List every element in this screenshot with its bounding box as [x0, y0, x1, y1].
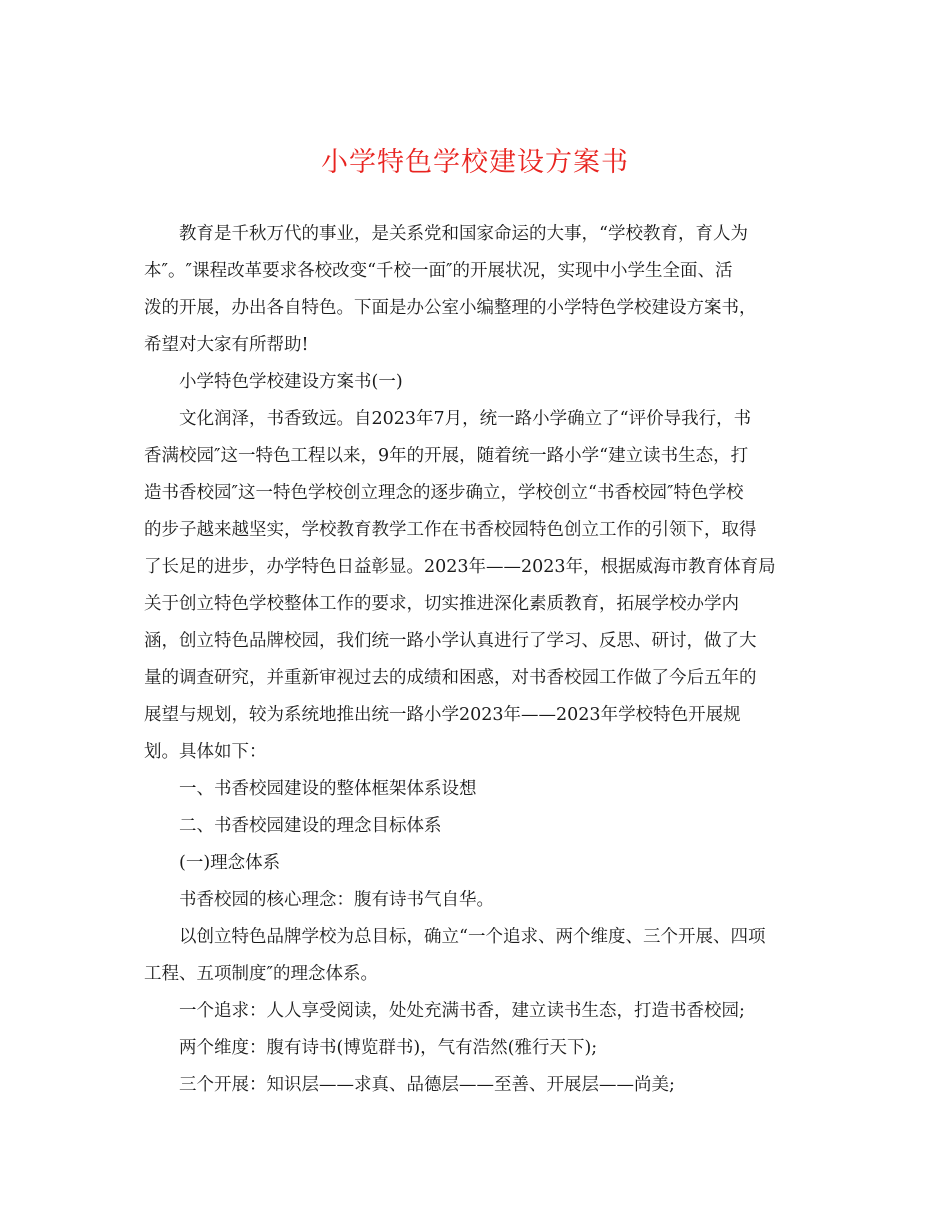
paragraph-line: 书香校园的核心理念：腹有诗书气自华。	[179, 890, 494, 910]
paragraph-line: 了长足的进步，办学特色日益彰显。2023年——2023年，根据威海市教育体育局	[144, 557, 776, 577]
paragraph	[144, 1030, 804, 1067]
paragraph-line: 划。具体如下：	[144, 742, 267, 762]
document-body	[144, 216, 804, 1104]
paragraph-line: 的步子越来越坚实，学校教育教学工作在书香校园特色创立工作的引领下，取得	[144, 520, 757, 540]
paragraph-line: 展望与规划，较为系统地推出统一路小学2023年——2023年学校特色开展规	[144, 705, 741, 725]
paragraph-line: 香满校园″这一特色工程以来，9年的开展，随着统一路小学“建立读书生态，打	[144, 446, 749, 466]
paragraph-line: 三个开展：知识层——求真、品德层——至善、开展层——尚美;	[179, 1075, 675, 1095]
document-title: 小学特色学校建设方案书	[321, 147, 629, 178]
paragraph-line: 以创立特色品牌学校为总目标，确立“一个追求、两个维度、三个开展、四项	[179, 927, 766, 947]
paragraph	[144, 401, 804, 771]
paragraph	[144, 216, 804, 364]
paragraph	[144, 1067, 804, 1104]
paragraph-line: 教育是千秋万代的事业，是关系党和国家命运的大事，“学校教育，育人为	[179, 224, 748, 244]
paragraph-line: 造书香校园″这一特色学校创立理念的逐步确立，学校创立“书香校园″特色学校	[144, 483, 744, 503]
paragraph-line: 关于创立特色学校整体工作的要求，切实推进深化素质教育，拓展学校办学内	[144, 594, 739, 614]
paragraph-line: 工程、五项制度″的理念体系。	[144, 964, 379, 984]
paragraph	[144, 882, 804, 919]
paragraph-line: 两个维度：腹有诗书(博览群书)，气有浩然(雅行天下);	[179, 1038, 598, 1058]
paragraph-line: 一个追求：人人享受阅读，处处充满书香，建立读书生态，打造书香校园;	[179, 1001, 745, 1021]
paragraph-line: 小学特色学校建设方案书(一)	[179, 372, 403, 392]
paragraph-line: 量的调查研究，并重新审视过去的成绩和困惑，对书香校园工作做了今后五年的	[144, 668, 757, 688]
paragraph-line: 涵，创立特色品牌校园，我们统一路小学认真进行了学习、反思、研讨，做了大	[144, 631, 757, 651]
paragraph	[144, 808, 804, 845]
paragraph-line: 泼的开展，办出各自特色。下面是办公室小编整理的小学特色学校建设方案书，	[144, 298, 757, 318]
paragraph	[144, 771, 804, 808]
paragraph	[144, 364, 804, 401]
paragraph-line: 希望对大家有所帮助!	[144, 335, 309, 355]
paragraph-line: 文化润泽，书香致远。自2023年7月，统一路小学确立了“评价导我行，书	[179, 409, 752, 429]
paragraph-line: 本″。″课程改革要求各校改变“千校一面″的开展状况，实现中小学生全面、活	[144, 261, 733, 281]
paragraph-line: 一、书香校园建设的整体框架体系设想	[179, 779, 477, 799]
paragraph	[144, 919, 804, 993]
paragraph-line: (一)理念体系	[179, 853, 281, 873]
paragraph	[144, 845, 804, 882]
paragraph	[144, 993, 804, 1030]
paragraph-line: 二、书香校园建设的理念目标体系	[179, 816, 442, 836]
